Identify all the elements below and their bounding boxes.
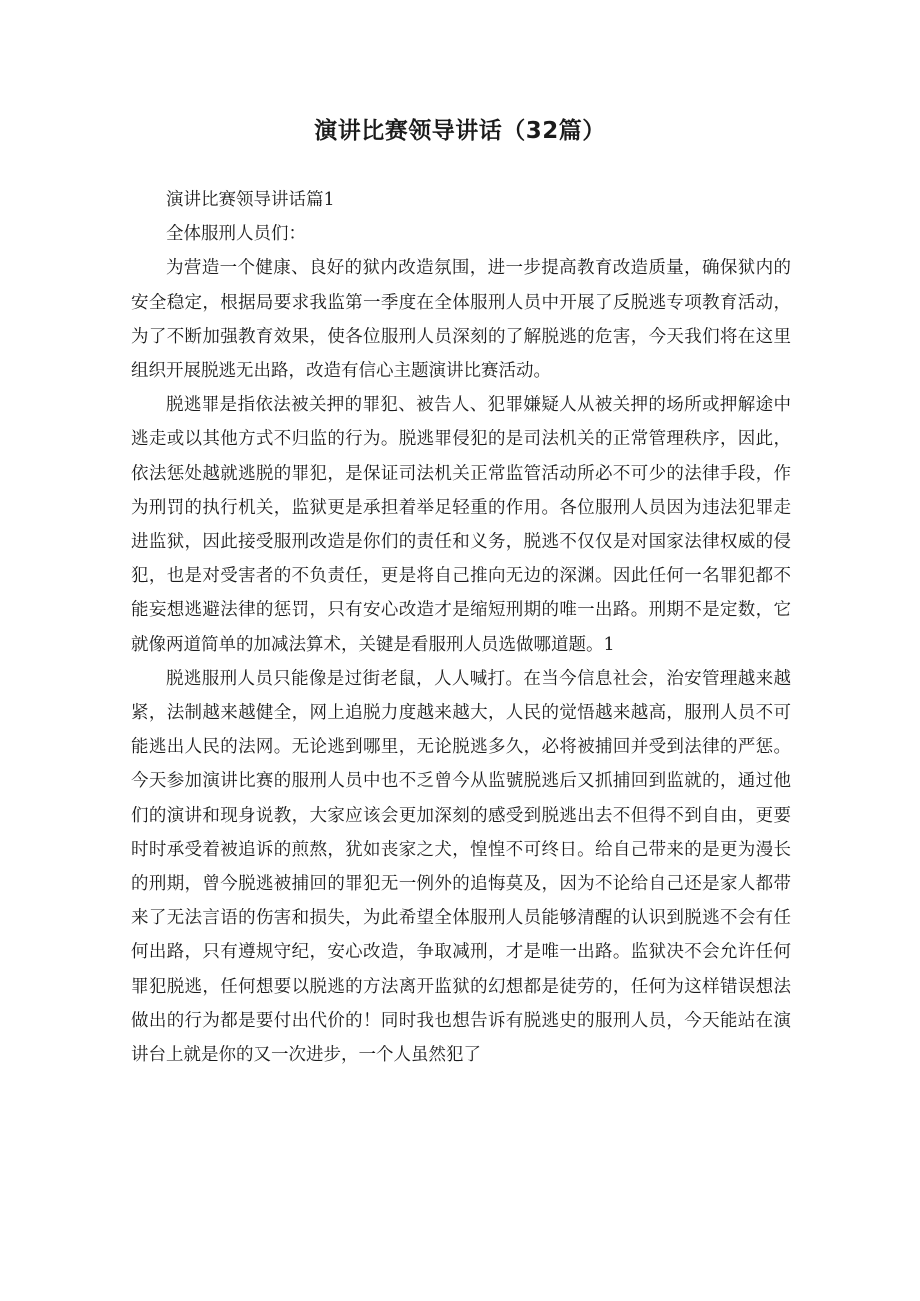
document-title: 演讲比赛领导讲话（32篇）	[314, 118, 606, 144]
paragraph-2: 脱逃罪是指依法被关押的罪犯、被告人、犯罪嫌疑人从被关押的场所或押解途中逃走或以其他方式不归监的行为。脱逃罪侵犯的是司法机关的正常管理秩序，因此，依法惩处越就逃脱的罪犯，是保证司法机关正常监管活动所必不可少的法律手段，作为刑罚的执行机关，监狱更是承担着举足轻重的作用。各位服刑人员因为违法犯罪走进监狱，因此接受服刑改造是你们的责任和义务，脱逃不仅仅是对国家法律权威的侵犯，也是对受害者的不负责任，更是将自己推向无边的深渊。因此任何一名罪犯都不能妄想逃避法律的惩罚，只有安心改造才是缩短刑期的唯一出路。刑期不是定数，它就像两道简单的加减法算术，关键是看服刑人员选做哪道题。1	[131, 395, 791, 655]
paragraph-1: 为营造一个健康、良好的狱内改造氛围，进一步提高教育改造质量，确保狱内的安全稳定，根据局要求我监第一季度在全体服刑人员中开展了反脱逃专项教育活动，为了不断加强教育效果，使各位服刑人员深刻的了解脱逃的危害，今天我们将在这里组织开展脱逃无出路，改造有信心主题演讲比赛活动。	[131, 258, 791, 382]
document-body	[131, 183, 791, 1072]
salutation: 全体服刑人员们：	[166, 224, 306, 245]
section-heading: 演讲比赛领导讲话篇1	[166, 190, 335, 210]
paragraph-3: 脱逃服刑人员只能像是过街老鼠，人人喊打。在当今信息社会，治安管理越来越紧，法制越来越健全，网上追脱力度越来越大，人民的觉悟越来越高，服刑人员不可能逃出人民的法网。无论逃到哪里，无论脱逃多久，必将被捕回并受到法律的严惩。今天参加演讲比赛的服刑人员中也不乏曾今从监號脱逃后又抓捕回到监就的，通过他们的演讲和现身说教，大家应该会更加深刻的感受到脱逃出去不但得不到自由，更要时时承受着被追诉的煎熬，犹如丧家之犬，惶惶不可终日。给自己带来的是更为漫长的刑期，曾今脱逃被捕回的罪犯无一例外的追悔莫及，因为不论给自己还是家人都带来了无法言语的伤害和损失，为此希望全体服刑人员能够清醒的认识到脱逃不会有任何出路，只有遵规守纪，安心改造，争取减刑，才是唯一出路。监狱决不会允许任何罪犯脱逃，任何想要以脱逃的方法离开监狱的幻想都是徒劳的，任何为这样错误想法做出的行为都是要付出代价的！同时我也想告诉有脱逃史的服刑人员，今天能站在演讲台上就是你的又一次进步，一个人虽然犯了	[131, 668, 791, 1066]
